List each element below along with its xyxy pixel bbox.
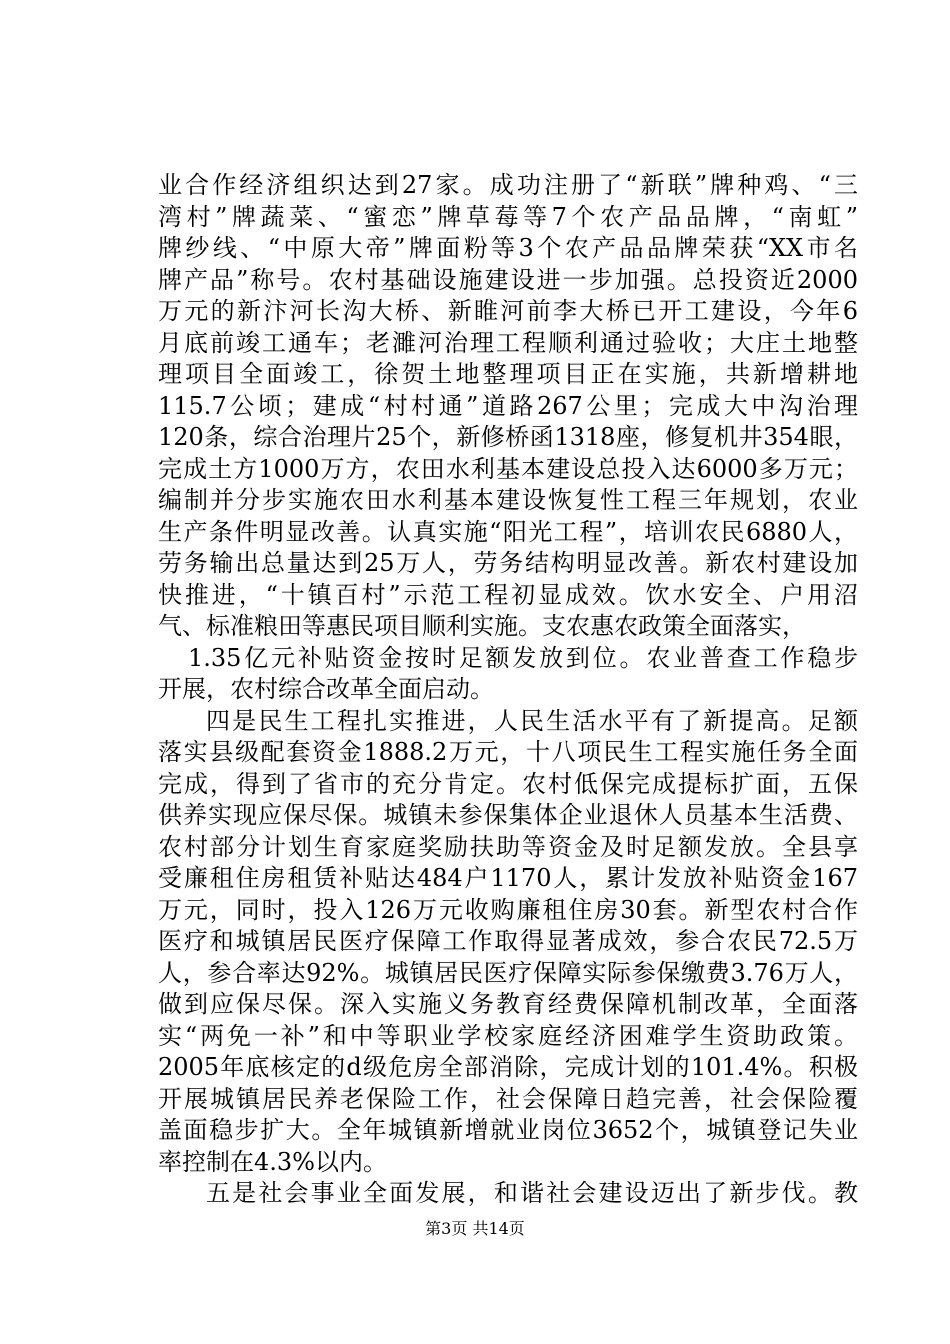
text-line: 牌产品”称号。农村基础设施建设进一步加强。总投资近2000 xyxy=(158,265,858,294)
text-line: 开展，农村综合改革全面启动。 xyxy=(158,675,494,703)
text-line: 万元，同时，投入126万元收购廉租住房30套。新型农村合作 xyxy=(158,895,858,924)
paragraph-start-line: 四是民生工程扎实推进，人民生活水平有了新提高。足额 xyxy=(206,706,858,735)
text-line: 2005年底核定的d级危房全部消除，完成计划的101.4%。积极 xyxy=(158,1053,858,1081)
text-line: 供养实现应保尽保。城镇未参保集体企业退休人员基本生活费、 xyxy=(158,801,858,829)
text-line: 理项目全面竣工，徐贺土地整理项目正在实施，共新增耕地 xyxy=(158,360,858,388)
text-line: 1.35亿元补贴资金按时足额发放到位。农业普查工作稳步 xyxy=(188,643,858,672)
text-line: 医疗和城镇居民医疗保障工作取得显著成效，参合农民72.5万 xyxy=(158,927,858,955)
text-line: 完成，得到了省市的充分肯定。农村低保完成提标扩面，五保 xyxy=(158,769,858,798)
text-line: 115.7公顷；建成“村村通”道路267公里；完成大中沟治理 xyxy=(158,391,858,420)
text-line: 业合作经济组织达到27家。成功注册了“新联”牌种鸡、“三 xyxy=(158,171,858,199)
text-line: 气、标准粮田等惠民项目顺利实施。支农惠农政策全面落实， xyxy=(158,612,806,640)
text-line: 做到应保尽保。深入实施义务教育经费保障机制改革，全面落 xyxy=(158,990,858,1018)
text-line: 实“两免一补”和中等职业学校家庭经济困难学生资助政策。 xyxy=(158,1021,858,1050)
paragraph-start-line: 五是社会事业全面发展，和谐社会建设迈出了新步伐。教 xyxy=(206,1179,858,1207)
text-line: 编制并分步实施农田水利基本建设恢复性工程三年规划，农业 xyxy=(158,486,858,514)
body-text xyxy=(158,170,858,1210)
text-line: 万元的新汴河长沟大桥、新睢河前李大桥已开工建设，今年6 xyxy=(158,297,858,325)
text-line: 牌纱线、“中原大帝”牌面粉等3个农产品品牌荣获“XX市名 xyxy=(158,234,858,262)
text-line: 受廉租住房租赁补贴达484户1170人，累计发放补贴资金167 xyxy=(158,864,858,892)
text-line: 完成土方1000万方，农田水利基本建设总投入达6000多万元； xyxy=(158,454,858,483)
text-line: 农村部分计划生育家庭奖励扶助等资金及时足额发放。全县享 xyxy=(158,832,858,861)
page-footer: 第3页 共14页 xyxy=(425,1219,525,1238)
text-line: 人，参合率达92%。城镇居民医疗保障实际参保缴费3.76万人， xyxy=(158,958,858,987)
text-line: 生产条件明显改善。认真实施“阳光工程”，培训农民6880人， xyxy=(158,517,858,546)
text-line: 月底前竣工通车；老濉河治理工程顺利通过验收；大庄土地整 xyxy=(158,328,858,357)
text-line: 湾村”牌蔬菜、“蜜恋”牌草莓等7个农产品品牌，“南虹” xyxy=(158,202,858,231)
text-line: 落实县级配套资金1888.2万元，十八项民生工程实施任务全面 xyxy=(158,738,858,766)
text-line: 率控制在4.3%以内。 xyxy=(158,1147,387,1176)
text-line: 快推进，“十镇百村”示范工程初显成效。饮水安全、户用沼 xyxy=(158,580,858,609)
text-line: 劳务输出总量达到25万人，劳务结构明显改善。新农村建设加 xyxy=(158,549,858,577)
text-line: 盖面稳步扩大。全年城镇新增就业岗位3652个，城镇登记失业 xyxy=(158,1116,858,1144)
text-line: 开展城镇居民养老保险工作，社会保障日趋完善，社会保险覆 xyxy=(158,1084,858,1113)
text-line: 120条，综合治理片25个，新修桥函1318座，修复机井354眼， xyxy=(158,423,858,451)
